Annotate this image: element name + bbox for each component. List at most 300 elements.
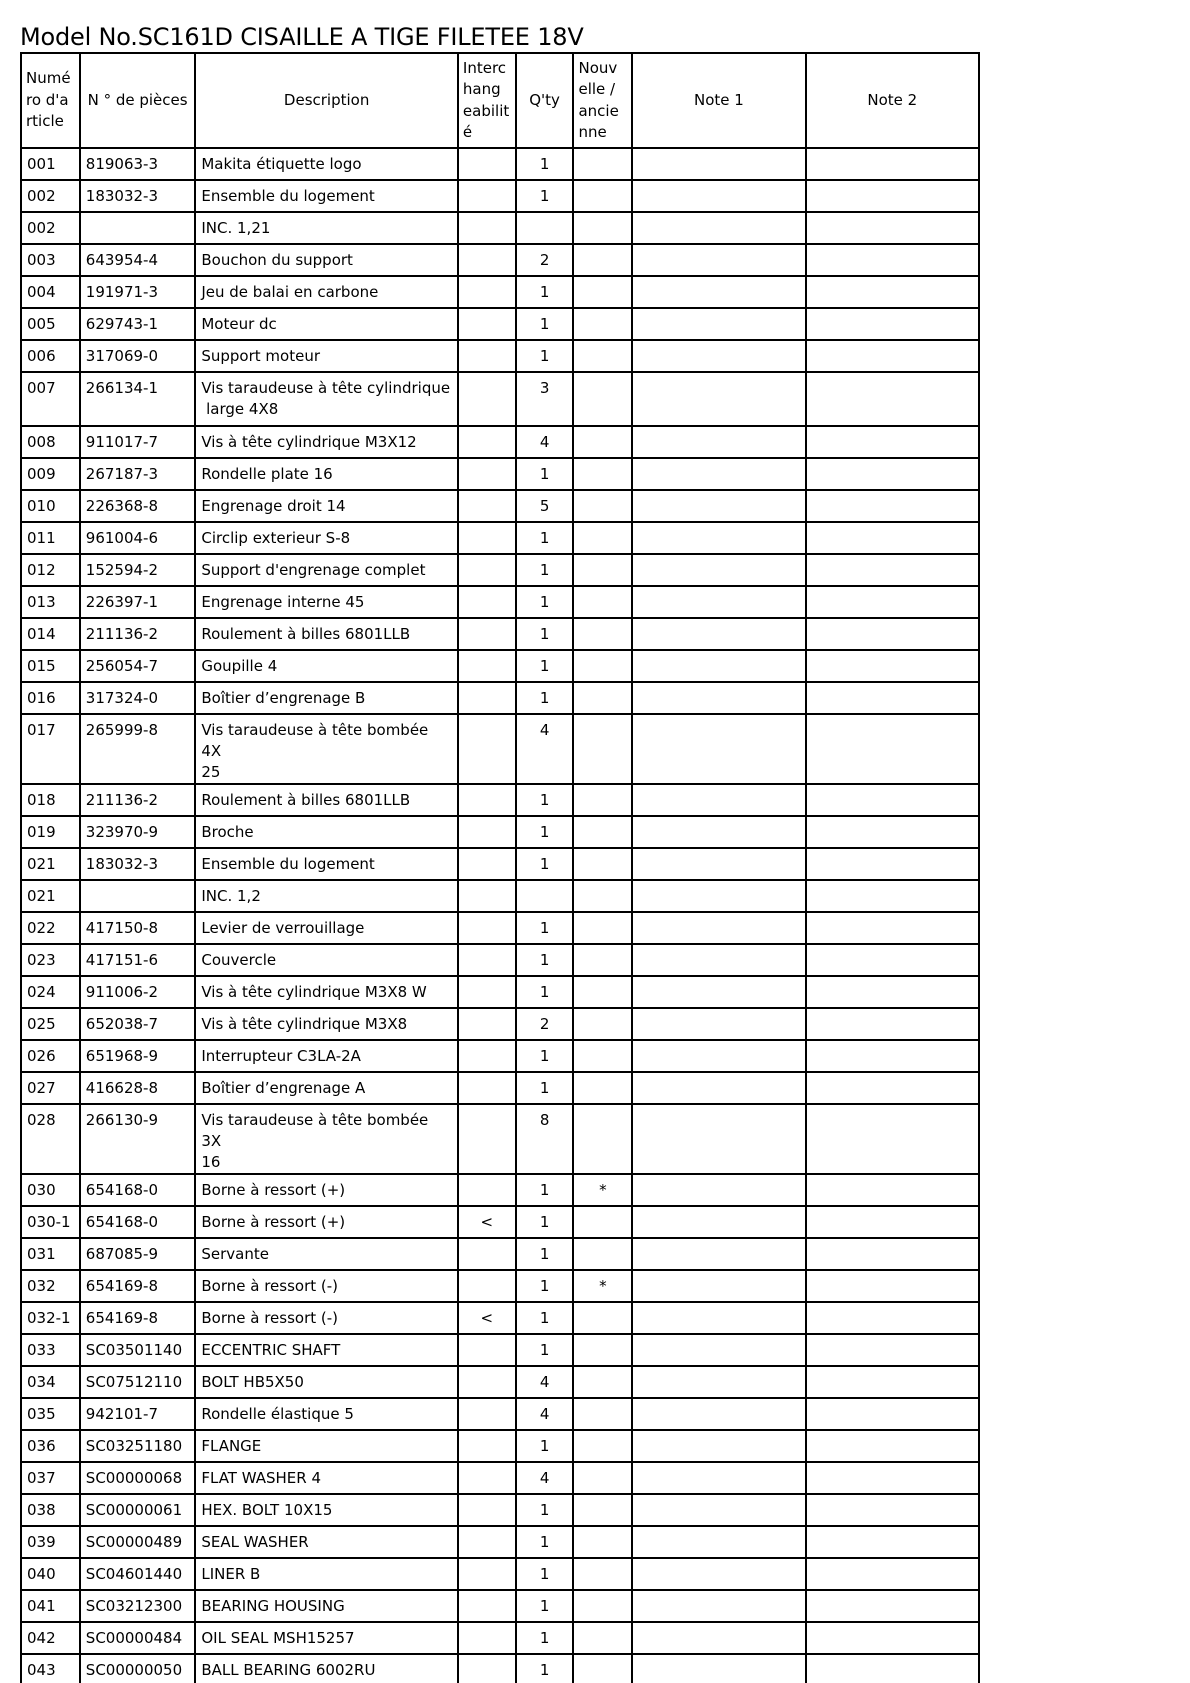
cell-note-1 xyxy=(632,650,805,682)
cell-description: INC. 1,2 xyxy=(195,880,458,912)
cell-part-number: 323970-9 xyxy=(80,816,196,848)
cell-interchangeability xyxy=(458,1654,516,1683)
cell-part-number: 942101-7 xyxy=(80,1398,196,1430)
cell-new-old xyxy=(573,714,632,784)
cell-item-number: 033 xyxy=(21,1334,80,1366)
cell-part-number: 226368-8 xyxy=(80,490,196,522)
cell-description: Engrenage interne 45 xyxy=(195,586,458,618)
cell-note-1 xyxy=(632,1270,805,1302)
table-row xyxy=(21,1366,979,1398)
table-row xyxy=(21,458,979,490)
cell-new-old xyxy=(573,586,632,618)
header-note-1: Note 1 xyxy=(632,53,805,148)
cell-interchangeability xyxy=(458,682,516,714)
cell-new-old xyxy=(573,1040,632,1072)
cell-quantity: 1 xyxy=(516,976,574,1008)
cell-new-old xyxy=(573,682,632,714)
cell-note-1 xyxy=(632,522,805,554)
cell-note-1 xyxy=(632,148,805,180)
cell-item-number: 021 xyxy=(21,880,80,912)
cell-note-2 xyxy=(806,1622,979,1654)
table-row xyxy=(21,976,979,1008)
cell-new-old xyxy=(573,1430,632,1462)
cell-description: Boîtier d’engrenage B xyxy=(195,682,458,714)
cell-part-number: 651968-9 xyxy=(80,1040,196,1072)
cell-description: Moteur dc xyxy=(195,308,458,340)
cell-part-number: 265999-8 xyxy=(80,714,196,784)
cell-quantity: 1 xyxy=(516,784,574,816)
cell-note-2 xyxy=(806,1238,979,1270)
table-row xyxy=(21,1008,979,1040)
cell-quantity: 1 xyxy=(516,912,574,944)
cell-item-number: 001 xyxy=(21,148,80,180)
cell-interchangeability xyxy=(458,1462,516,1494)
cell-note-2 xyxy=(806,1430,979,1462)
cell-description: Ensemble du logement xyxy=(195,180,458,212)
cell-note-1 xyxy=(632,180,805,212)
cell-quantity: 1 xyxy=(516,1072,574,1104)
cell-part-number: SC07512110 xyxy=(80,1366,196,1398)
table-row xyxy=(21,1104,979,1174)
cell-note-2 xyxy=(806,1040,979,1072)
cell-note-2 xyxy=(806,1366,979,1398)
table-row xyxy=(21,490,979,522)
cell-quantity: 1 xyxy=(516,586,574,618)
cell-interchangeability xyxy=(458,180,516,212)
cell-note-2 xyxy=(806,714,979,784)
cell-interchangeability xyxy=(458,1526,516,1558)
cell-quantity: 1 xyxy=(516,148,574,180)
cell-description: Interrupteur C3LA-2A xyxy=(195,1040,458,1072)
cell-new-old xyxy=(573,1072,632,1104)
cell-interchangeability xyxy=(458,308,516,340)
cell-quantity xyxy=(516,212,574,244)
cell-quantity: 4 xyxy=(516,1398,574,1430)
cell-new-old xyxy=(573,490,632,522)
cell-part-number: 183032-3 xyxy=(80,848,196,880)
table-row xyxy=(21,1072,979,1104)
cell-quantity: 1 xyxy=(516,180,574,212)
cell-note-2 xyxy=(806,682,979,714)
cell-note-1 xyxy=(632,880,805,912)
cell-quantity: 1 xyxy=(516,522,574,554)
cell-new-old: * xyxy=(573,1270,632,1302)
table-row xyxy=(21,1654,979,1683)
cell-part-number: SC00000484 xyxy=(80,1622,196,1654)
cell-note-1 xyxy=(632,458,805,490)
cell-quantity: 1 xyxy=(516,458,574,490)
cell-note-1 xyxy=(632,912,805,944)
cell-description: INC. 1,21 xyxy=(195,212,458,244)
cell-new-old xyxy=(573,1302,632,1334)
table-row xyxy=(21,1302,979,1334)
cell-item-number: 021 xyxy=(21,848,80,880)
table-row xyxy=(21,912,979,944)
cell-note-2 xyxy=(806,1270,979,1302)
cell-item-number: 016 xyxy=(21,682,80,714)
cell-note-2 xyxy=(806,372,979,426)
cell-description: Bouchon du support xyxy=(195,244,458,276)
cell-interchangeability xyxy=(458,1334,516,1366)
table-row xyxy=(21,426,979,458)
cell-part-number: 211136-2 xyxy=(80,618,196,650)
table-row xyxy=(21,848,979,880)
cell-quantity: 1 xyxy=(516,682,574,714)
table-row xyxy=(21,1174,979,1206)
cell-note-1 xyxy=(632,308,805,340)
cell-item-number: 030-1 xyxy=(21,1206,80,1238)
cell-quantity: 4 xyxy=(516,426,574,458)
cell-note-2 xyxy=(806,554,979,586)
cell-item-number: 006 xyxy=(21,340,80,372)
cell-note-2 xyxy=(806,1072,979,1104)
cell-part-number: 152594-2 xyxy=(80,554,196,586)
cell-description: Support d'engrenage complet xyxy=(195,554,458,586)
table-row xyxy=(21,618,979,650)
cell-quantity: 1 xyxy=(516,308,574,340)
cell-note-1 xyxy=(632,944,805,976)
cell-item-number: 014 xyxy=(21,618,80,650)
cell-description: Vis taraudeuse à tête bombée 4X 25 xyxy=(195,714,458,784)
cell-part-number: 654168-0 xyxy=(80,1206,196,1238)
cell-quantity: 1 xyxy=(516,1174,574,1206)
cell-description: LINER B xyxy=(195,1558,458,1590)
cell-note-1 xyxy=(632,976,805,1008)
cell-interchangeability xyxy=(458,1366,516,1398)
cell-note-1 xyxy=(632,490,805,522)
cell-new-old xyxy=(573,148,632,180)
cell-new-old xyxy=(573,1654,632,1683)
cell-note-1 xyxy=(632,586,805,618)
cell-note-2 xyxy=(806,784,979,816)
cell-new-old xyxy=(573,340,632,372)
cell-part-number xyxy=(80,880,196,912)
cell-interchangeability xyxy=(458,212,516,244)
cell-part-number: 652038-7 xyxy=(80,1008,196,1040)
cell-interchangeability xyxy=(458,1494,516,1526)
cell-new-old xyxy=(573,1494,632,1526)
table-row xyxy=(21,1430,979,1462)
cell-quantity: 1 xyxy=(516,944,574,976)
table-row xyxy=(21,1238,979,1270)
cell-note-1 xyxy=(632,1526,805,1558)
cell-interchangeability xyxy=(458,650,516,682)
table-row xyxy=(21,372,979,426)
cell-note-2 xyxy=(806,1462,979,1494)
cell-item-number: 002 xyxy=(21,180,80,212)
cell-new-old xyxy=(573,1104,632,1174)
cell-interchangeability xyxy=(458,148,516,180)
cell-description: Makita étiquette logo xyxy=(195,148,458,180)
cell-new-old xyxy=(573,976,632,1008)
cell-note-1 xyxy=(632,426,805,458)
cell-note-2 xyxy=(806,180,979,212)
cell-note-1 xyxy=(632,1040,805,1072)
cell-note-1 xyxy=(632,848,805,880)
cell-part-number: 183032-3 xyxy=(80,180,196,212)
cell-interchangeability xyxy=(458,276,516,308)
table-header-row xyxy=(21,53,979,148)
cell-item-number: 026 xyxy=(21,1040,80,1072)
cell-quantity: 1 xyxy=(516,1334,574,1366)
cell-note-1 xyxy=(632,1654,805,1683)
table-row xyxy=(21,1494,979,1526)
cell-interchangeability xyxy=(458,458,516,490)
table-row xyxy=(21,1040,979,1072)
cell-quantity: 1 xyxy=(516,618,574,650)
cell-note-2 xyxy=(806,148,979,180)
cell-interchangeability xyxy=(458,880,516,912)
table-row xyxy=(21,244,979,276)
cell-quantity xyxy=(516,880,574,912)
cell-quantity: 1 xyxy=(516,1622,574,1654)
cell-item-number: 018 xyxy=(21,784,80,816)
cell-note-1 xyxy=(632,1334,805,1366)
cell-item-number: 012 xyxy=(21,554,80,586)
cell-item-number: 043 xyxy=(21,1654,80,1683)
cell-new-old xyxy=(573,180,632,212)
cell-quantity: 1 xyxy=(516,816,574,848)
cell-note-1 xyxy=(632,1462,805,1494)
cell-item-number: 003 xyxy=(21,244,80,276)
cell-note-1 xyxy=(632,276,805,308)
cell-part-number: 911006-2 xyxy=(80,976,196,1008)
table-row xyxy=(21,682,979,714)
cell-item-number: 034 xyxy=(21,1366,80,1398)
cell-item-number: 040 xyxy=(21,1558,80,1590)
cell-note-2 xyxy=(806,426,979,458)
cell-quantity: 1 xyxy=(516,1040,574,1072)
table-row xyxy=(21,180,979,212)
table-row xyxy=(21,1206,979,1238)
cell-quantity: 8 xyxy=(516,1104,574,1174)
cell-new-old xyxy=(573,1590,632,1622)
cell-description: Roulement à billes 6801LLB xyxy=(195,784,458,816)
cell-description: BOLT HB5X50 xyxy=(195,1366,458,1398)
cell-part-number xyxy=(80,212,196,244)
cell-part-number: SC00000068 xyxy=(80,1462,196,1494)
parts-table xyxy=(20,52,980,1683)
cell-part-number: SC03212300 xyxy=(80,1590,196,1622)
cell-description: Circlip exterieur S-8 xyxy=(195,522,458,554)
cell-note-2 xyxy=(806,340,979,372)
table-row xyxy=(21,586,979,618)
cell-note-1 xyxy=(632,1558,805,1590)
table-row xyxy=(21,816,979,848)
cell-interchangeability xyxy=(458,586,516,618)
cell-item-number: 041 xyxy=(21,1590,80,1622)
cell-part-number: 317324-0 xyxy=(80,682,196,714)
cell-quantity: 1 xyxy=(516,1654,574,1683)
table-row xyxy=(21,1270,979,1302)
cell-item-number: 024 xyxy=(21,976,80,1008)
cell-part-number: SC00000489 xyxy=(80,1526,196,1558)
cell-note-2 xyxy=(806,912,979,944)
cell-interchangeability xyxy=(458,848,516,880)
cell-note-2 xyxy=(806,1494,979,1526)
cell-note-2 xyxy=(806,458,979,490)
cell-new-old xyxy=(573,1526,632,1558)
cell-part-number: 654169-8 xyxy=(80,1270,196,1302)
cell-part-number: 654169-8 xyxy=(80,1302,196,1334)
cell-interchangeability xyxy=(458,618,516,650)
cell-note-1 xyxy=(632,618,805,650)
cell-note-1 xyxy=(632,1174,805,1206)
table-row xyxy=(21,308,979,340)
cell-part-number: 417150-8 xyxy=(80,912,196,944)
cell-interchangeability xyxy=(458,1238,516,1270)
cell-interchangeability xyxy=(458,1040,516,1072)
cell-quantity: 1 xyxy=(516,1302,574,1334)
cell-quantity: 4 xyxy=(516,1462,574,1494)
cell-interchangeability: < xyxy=(458,1206,516,1238)
cell-interchangeability xyxy=(458,912,516,944)
cell-description: Vis à tête cylindrique M3X12 xyxy=(195,426,458,458)
header-part-number: N ° de pièces xyxy=(80,53,196,148)
cell-note-1 xyxy=(632,1430,805,1462)
cell-note-2 xyxy=(806,1104,979,1174)
cell-note-1 xyxy=(632,244,805,276)
cell-item-number: 031 xyxy=(21,1238,80,1270)
cell-part-number: 317069-0 xyxy=(80,340,196,372)
cell-item-number: 036 xyxy=(21,1430,80,1462)
cell-interchangeability xyxy=(458,1398,516,1430)
cell-item-number: 032 xyxy=(21,1270,80,1302)
cell-item-number: 019 xyxy=(21,816,80,848)
table-row xyxy=(21,1526,979,1558)
cell-description: Goupille 4 xyxy=(195,650,458,682)
cell-interchangeability xyxy=(458,1072,516,1104)
cell-note-2 xyxy=(806,1008,979,1040)
cell-description: Jeu de balai en carbone xyxy=(195,276,458,308)
cell-new-old xyxy=(573,308,632,340)
cell-note-2 xyxy=(806,276,979,308)
cell-description: Boîtier d’engrenage A xyxy=(195,1072,458,1104)
cell-description: Borne à ressort (-) xyxy=(195,1302,458,1334)
cell-item-number: 023 xyxy=(21,944,80,976)
cell-item-number: 037 xyxy=(21,1462,80,1494)
cell-note-2 xyxy=(806,618,979,650)
cell-quantity: 1 xyxy=(516,340,574,372)
cell-new-old xyxy=(573,554,632,586)
cell-part-number: 643954-4 xyxy=(80,244,196,276)
cell-description: Roulement à billes 6801LLB xyxy=(195,618,458,650)
header-note-2: Note 2 xyxy=(806,53,979,148)
cell-new-old xyxy=(573,816,632,848)
cell-description: Vis à tête cylindrique M3X8 xyxy=(195,1008,458,1040)
cell-item-number: 002 xyxy=(21,212,80,244)
cell-item-number: 035 xyxy=(21,1398,80,1430)
parts-table-body xyxy=(21,148,979,1683)
cell-interchangeability xyxy=(458,784,516,816)
cell-part-number: 961004-6 xyxy=(80,522,196,554)
header-description: Description xyxy=(195,53,458,148)
cell-new-old xyxy=(573,244,632,276)
cell-description: Servante xyxy=(195,1238,458,1270)
cell-interchangeability xyxy=(458,522,516,554)
cell-quantity: 5 xyxy=(516,490,574,522)
cell-item-number: 025 xyxy=(21,1008,80,1040)
cell-new-old xyxy=(573,372,632,426)
cell-quantity: 4 xyxy=(516,1366,574,1398)
cell-quantity: 1 xyxy=(516,1430,574,1462)
table-row xyxy=(21,1558,979,1590)
cell-note-1 xyxy=(632,682,805,714)
cell-part-number: 191971-3 xyxy=(80,276,196,308)
cell-note-1 xyxy=(632,340,805,372)
cell-description: FLANGE xyxy=(195,1430,458,1462)
cell-interchangeability xyxy=(458,1174,516,1206)
cell-interchangeability xyxy=(458,1430,516,1462)
cell-interchangeability: < xyxy=(458,1302,516,1334)
cell-note-1 xyxy=(632,1072,805,1104)
cell-quantity: 4 xyxy=(516,714,574,784)
header-interchangeability: Interc hang eabilit é xyxy=(458,53,516,148)
cell-note-2 xyxy=(806,1558,979,1590)
cell-description: BEARING HOUSING xyxy=(195,1590,458,1622)
cell-new-old xyxy=(573,1622,632,1654)
table-row xyxy=(21,554,979,586)
cell-interchangeability xyxy=(458,372,516,426)
header-quantity: Q'ty xyxy=(516,53,574,148)
cell-part-number: SC03251180 xyxy=(80,1430,196,1462)
cell-new-old xyxy=(573,458,632,490)
cell-new-old xyxy=(573,784,632,816)
cell-quantity: 2 xyxy=(516,1008,574,1040)
cell-note-2 xyxy=(806,1590,979,1622)
cell-note-1 xyxy=(632,1104,805,1174)
cell-item-number: 005 xyxy=(21,308,80,340)
cell-part-number: 226397-1 xyxy=(80,586,196,618)
cell-new-old xyxy=(573,618,632,650)
cell-quantity: 1 xyxy=(516,1270,574,1302)
table-row xyxy=(21,340,979,372)
cell-note-1 xyxy=(632,784,805,816)
cell-description: Rondelle plate 16 xyxy=(195,458,458,490)
cell-quantity: 1 xyxy=(516,1494,574,1526)
cell-item-number: 039 xyxy=(21,1526,80,1558)
cell-description: Broche xyxy=(195,816,458,848)
cell-note-2 xyxy=(806,1526,979,1558)
cell-new-old xyxy=(573,276,632,308)
cell-note-1 xyxy=(632,1206,805,1238)
cell-note-2 xyxy=(806,880,979,912)
cell-note-1 xyxy=(632,1398,805,1430)
cell-item-number: 038 xyxy=(21,1494,80,1526)
table-row xyxy=(21,714,979,784)
cell-description: Rondelle élastique 5 xyxy=(195,1398,458,1430)
cell-description: Ensemble du logement xyxy=(195,848,458,880)
cell-description: FLAT WASHER 4 xyxy=(195,1462,458,1494)
cell-quantity: 1 xyxy=(516,1590,574,1622)
cell-description: Levier de verrouillage xyxy=(195,912,458,944)
cell-interchangeability xyxy=(458,426,516,458)
cell-part-number: 417151-6 xyxy=(80,944,196,976)
cell-item-number: 011 xyxy=(21,522,80,554)
cell-item-number: 022 xyxy=(21,912,80,944)
cell-new-old xyxy=(573,944,632,976)
cell-note-1 xyxy=(632,1590,805,1622)
cell-new-old xyxy=(573,1462,632,1494)
table-row xyxy=(21,1334,979,1366)
cell-interchangeability xyxy=(458,714,516,784)
cell-note-1 xyxy=(632,1494,805,1526)
cell-quantity: 1 xyxy=(516,848,574,880)
parts-table-container xyxy=(20,52,980,1683)
cell-note-2 xyxy=(806,650,979,682)
cell-part-number: SC00000050 xyxy=(80,1654,196,1683)
cell-note-2 xyxy=(806,976,979,1008)
